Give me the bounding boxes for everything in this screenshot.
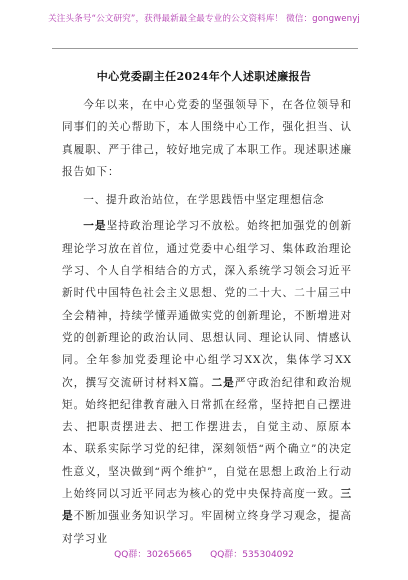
body-paragraph-1 bbox=[62, 215, 352, 549]
document-body bbox=[62, 94, 352, 550]
paragraph-1-text: 坚持政治理论学习不放松。始终把加强党的创新理论学习放在首位，通过党委中心组学习、集体政治理论学习、个人自学相结合的方式，深入系统学习领会习近平新时代中国特色社会主义思想、党的二十大、二十届三中全会精神，持续学懂弄通做实党的创新理论，不断增进对党的创新理论的政治认同、思想认同、理论认同、情感认同。全年参加党委理论中心组学习XX次，集体学习XX次，撰写交流研讨材料X篇。 bbox=[62, 220, 352, 389]
header-notice: 关注头条号“公文研究”，获得最新最全最专业的公文资料库！ 微信：gongwenyj bbox=[48, 14, 360, 24]
paragraph-3-text: 不断加强业务知识学习。牢固树立终身学习观念，提高对学习业 bbox=[62, 510, 352, 545]
footer-qq-group-1: QQ群：30265665 bbox=[114, 550, 193, 560]
document-title: 中心党委副主任2024年个人述职述廉报告 bbox=[96, 70, 312, 83]
header-banner bbox=[0, 12, 408, 52]
paragraph-1-lead: 一是 bbox=[83, 220, 107, 233]
intro-paragraph: 今年以来，在中心党委的坚强领导下，在各位领导和同事们的关心帮助下，本人围绕中心工作，强化担当、认真履职、严于律己，较好地完成了本职工作。现述职述廉报告如下： bbox=[62, 99, 352, 178]
footer-contact bbox=[0, 547, 408, 560]
paragraph-2-lead: 二是 bbox=[211, 376, 235, 389]
footer-qq-group-2: QQ群：535304092 bbox=[210, 550, 294, 560]
section-heading-1: 一、提升政治站位，在学思践悟中坚定理想信念 bbox=[83, 194, 325, 207]
paragraph-2-text: 严守政治纪律和政治规矩。始终把纪律教育融入日常抓在经常，坚持把自己摆进去、把职责摆进去、把工作摆进去，自觉主动、原原本本、联系实际学习党的纪律，深刻领悟“两个确立”的决定性意义，坚决做到“两个维护”，自觉在思想上政治上行动上始终同以习近平同志为核心的党中央保持高度一致。 bbox=[62, 376, 352, 501]
paragraph-3-lead: 三是 bbox=[62, 488, 352, 523]
header-divider bbox=[52, 48, 358, 49]
